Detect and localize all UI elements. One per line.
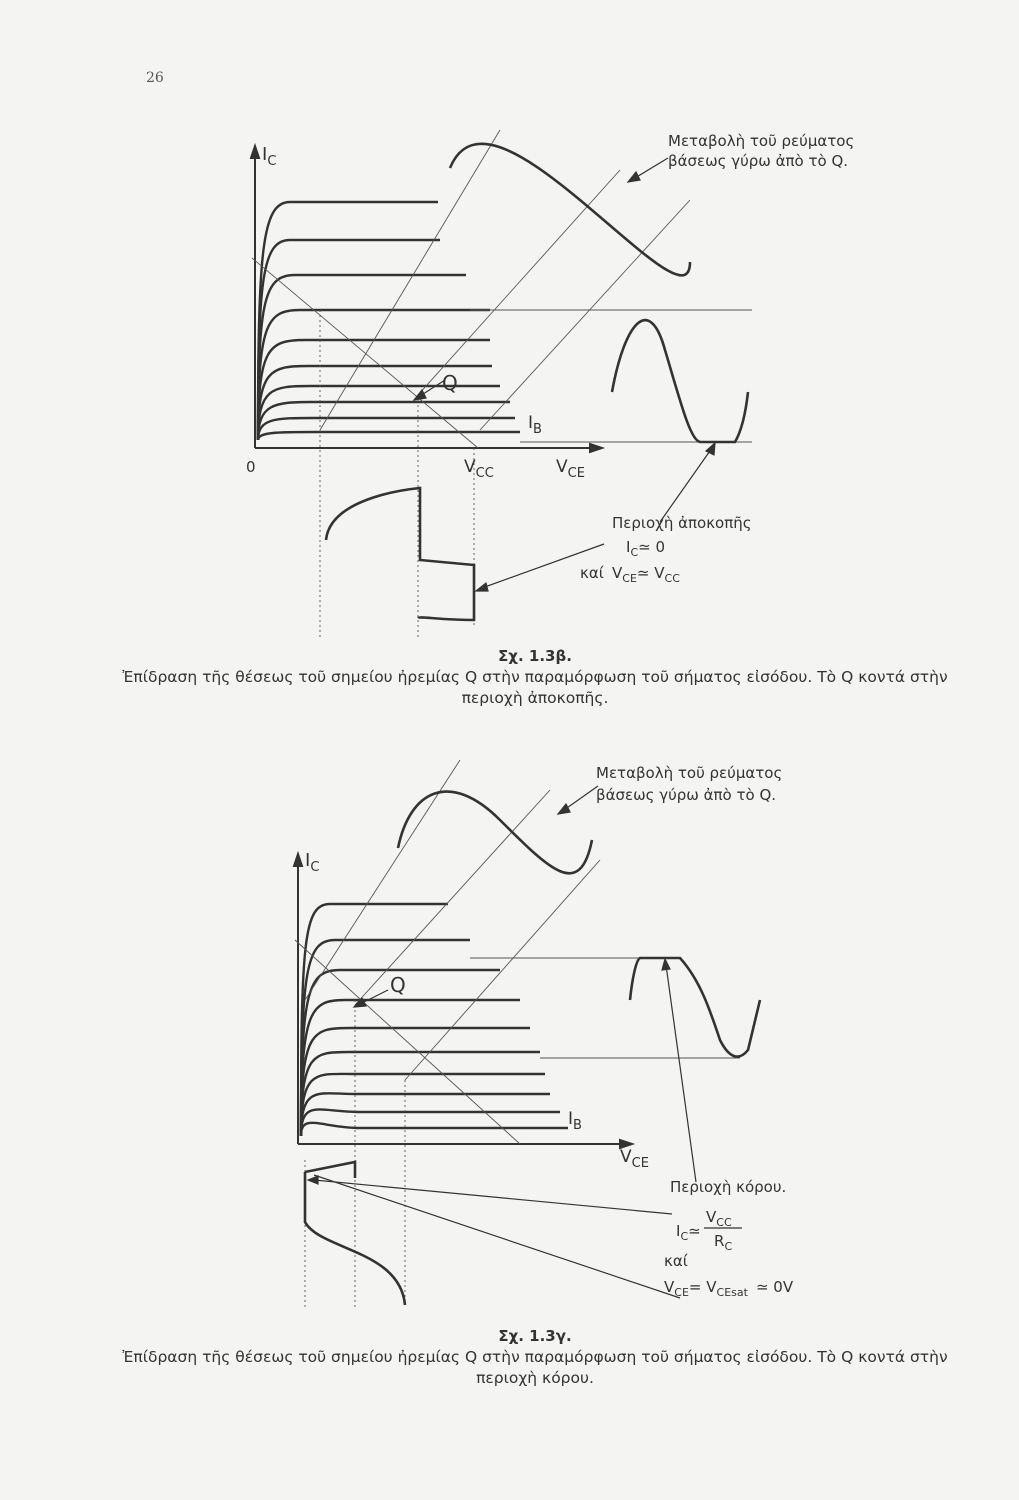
- figure-c-caption-text: Ἐπίδραση τῆς θέσεως τοῦ σημείου ἠρεμίας Q στὴν παραμόρφωση τοῦ σήματος εἰσόδου. Τὸ Q κοντά στὴν περιοχὴ κόρου.: [122, 1348, 948, 1387]
- svg-text:VCE: $V_{CE}$: [556, 457, 585, 481]
- saturation-region-title: Περιοχὴ κόρου.: [670, 1178, 787, 1196]
- figure-c-number: Σχ. 1.3γ.: [498, 1327, 572, 1345]
- svg-text:IC: $I_C$: [305, 850, 320, 875]
- sat-frac-den: R: [714, 1232, 725, 1250]
- svg-text:VCC: $V_{CC}$: [464, 457, 494, 481]
- cutoff-cond-and: καί: [580, 564, 604, 582]
- base-current-note-line1: Μεταβολὴ τοῦ ρεύματος: [596, 764, 783, 782]
- q-diagonal-2: [355, 790, 550, 1005]
- sat-cond-vce: V: [664, 1278, 675, 1296]
- base-current-note-line2: βάσεως γύρω ἀπὸ τὸ Q.: [596, 786, 777, 804]
- svg-text:IC: $I_C$: [262, 144, 277, 169]
- ic-axis-arrow: [294, 854, 302, 866]
- svg-text:VCC: $V_{CC}$: [706, 1208, 732, 1229]
- sat-frac-num: V: [706, 1208, 717, 1226]
- output-ic-wave: [630, 958, 760, 1057]
- svg-text:VCE: $V_{CE}$: [620, 1147, 649, 1171]
- q-point-label: Q: [442, 371, 458, 395]
- svg-text:IB: $I_B$: [528, 413, 542, 437]
- cutoff-cond-ic: I: [626, 538, 631, 556]
- input-base-current-wave: [398, 792, 592, 874]
- sat-cond-ic: I: [676, 1222, 681, 1240]
- ic-axis-label: I: [305, 850, 311, 871]
- ib-label: I: [528, 413, 534, 433]
- svg-text:RC: $R_C$: [714, 1232, 733, 1253]
- vce-axis-label: V: [556, 457, 568, 477]
- figure-b-number: Σχ. 1.3β.: [498, 647, 572, 665]
- q-diagonal-1: [305, 760, 460, 1000]
- base-current-note-line2: βάσεως γύρω ἀπὸ τὸ Q.: [668, 152, 849, 170]
- ib-label: I: [568, 1109, 574, 1129]
- vcc-label: V: [464, 457, 476, 477]
- svg-text:VCE= VCEsat≃ 0V: $V_{CE}= V_{CEsat}$ ≃ 0V: [664, 1278, 794, 1299]
- svg-text:IB: $I_B$: [568, 1109, 582, 1133]
- page-number: 26: [146, 70, 164, 86]
- sat-cond-and: καί: [664, 1252, 688, 1270]
- q-point-label: Q: [390, 973, 406, 997]
- figure-c-caption: [100, 1326, 970, 1389]
- figure-b-caption-text: Ἐπίδραση τῆς θέσεως τοῦ σημείου ἠρεμίας Q στὴν παραμόρφωση τοῦ σήματος εἰσόδου. Τὸ Q κοντά στὴν περιοχὴ ἀποκοπῆς.: [122, 668, 948, 707]
- svg-text:IC≃ 0: $I_C≃$ 0: [626, 538, 666, 559]
- ic-axis-label: I: [262, 144, 268, 165]
- base-current-note-line1: Μεταβολὴ τοῦ ρεύματος: [668, 132, 855, 150]
- vce-axis-label: V: [620, 1147, 632, 1167]
- cutoff-region-title: Περιοχὴ ἀποκοπῆς: [612, 514, 752, 532]
- cutoff-cond-vce: V: [612, 564, 623, 582]
- svg-text:IC≃: $I_C≃$: [676, 1222, 701, 1243]
- svg-text:VCE≃ VCC: $V_{CE}≃$ $V_{CC}$: [612, 564, 680, 585]
- characteristic-curves: [301, 904, 568, 1136]
- origin-label: 0: [246, 458, 256, 476]
